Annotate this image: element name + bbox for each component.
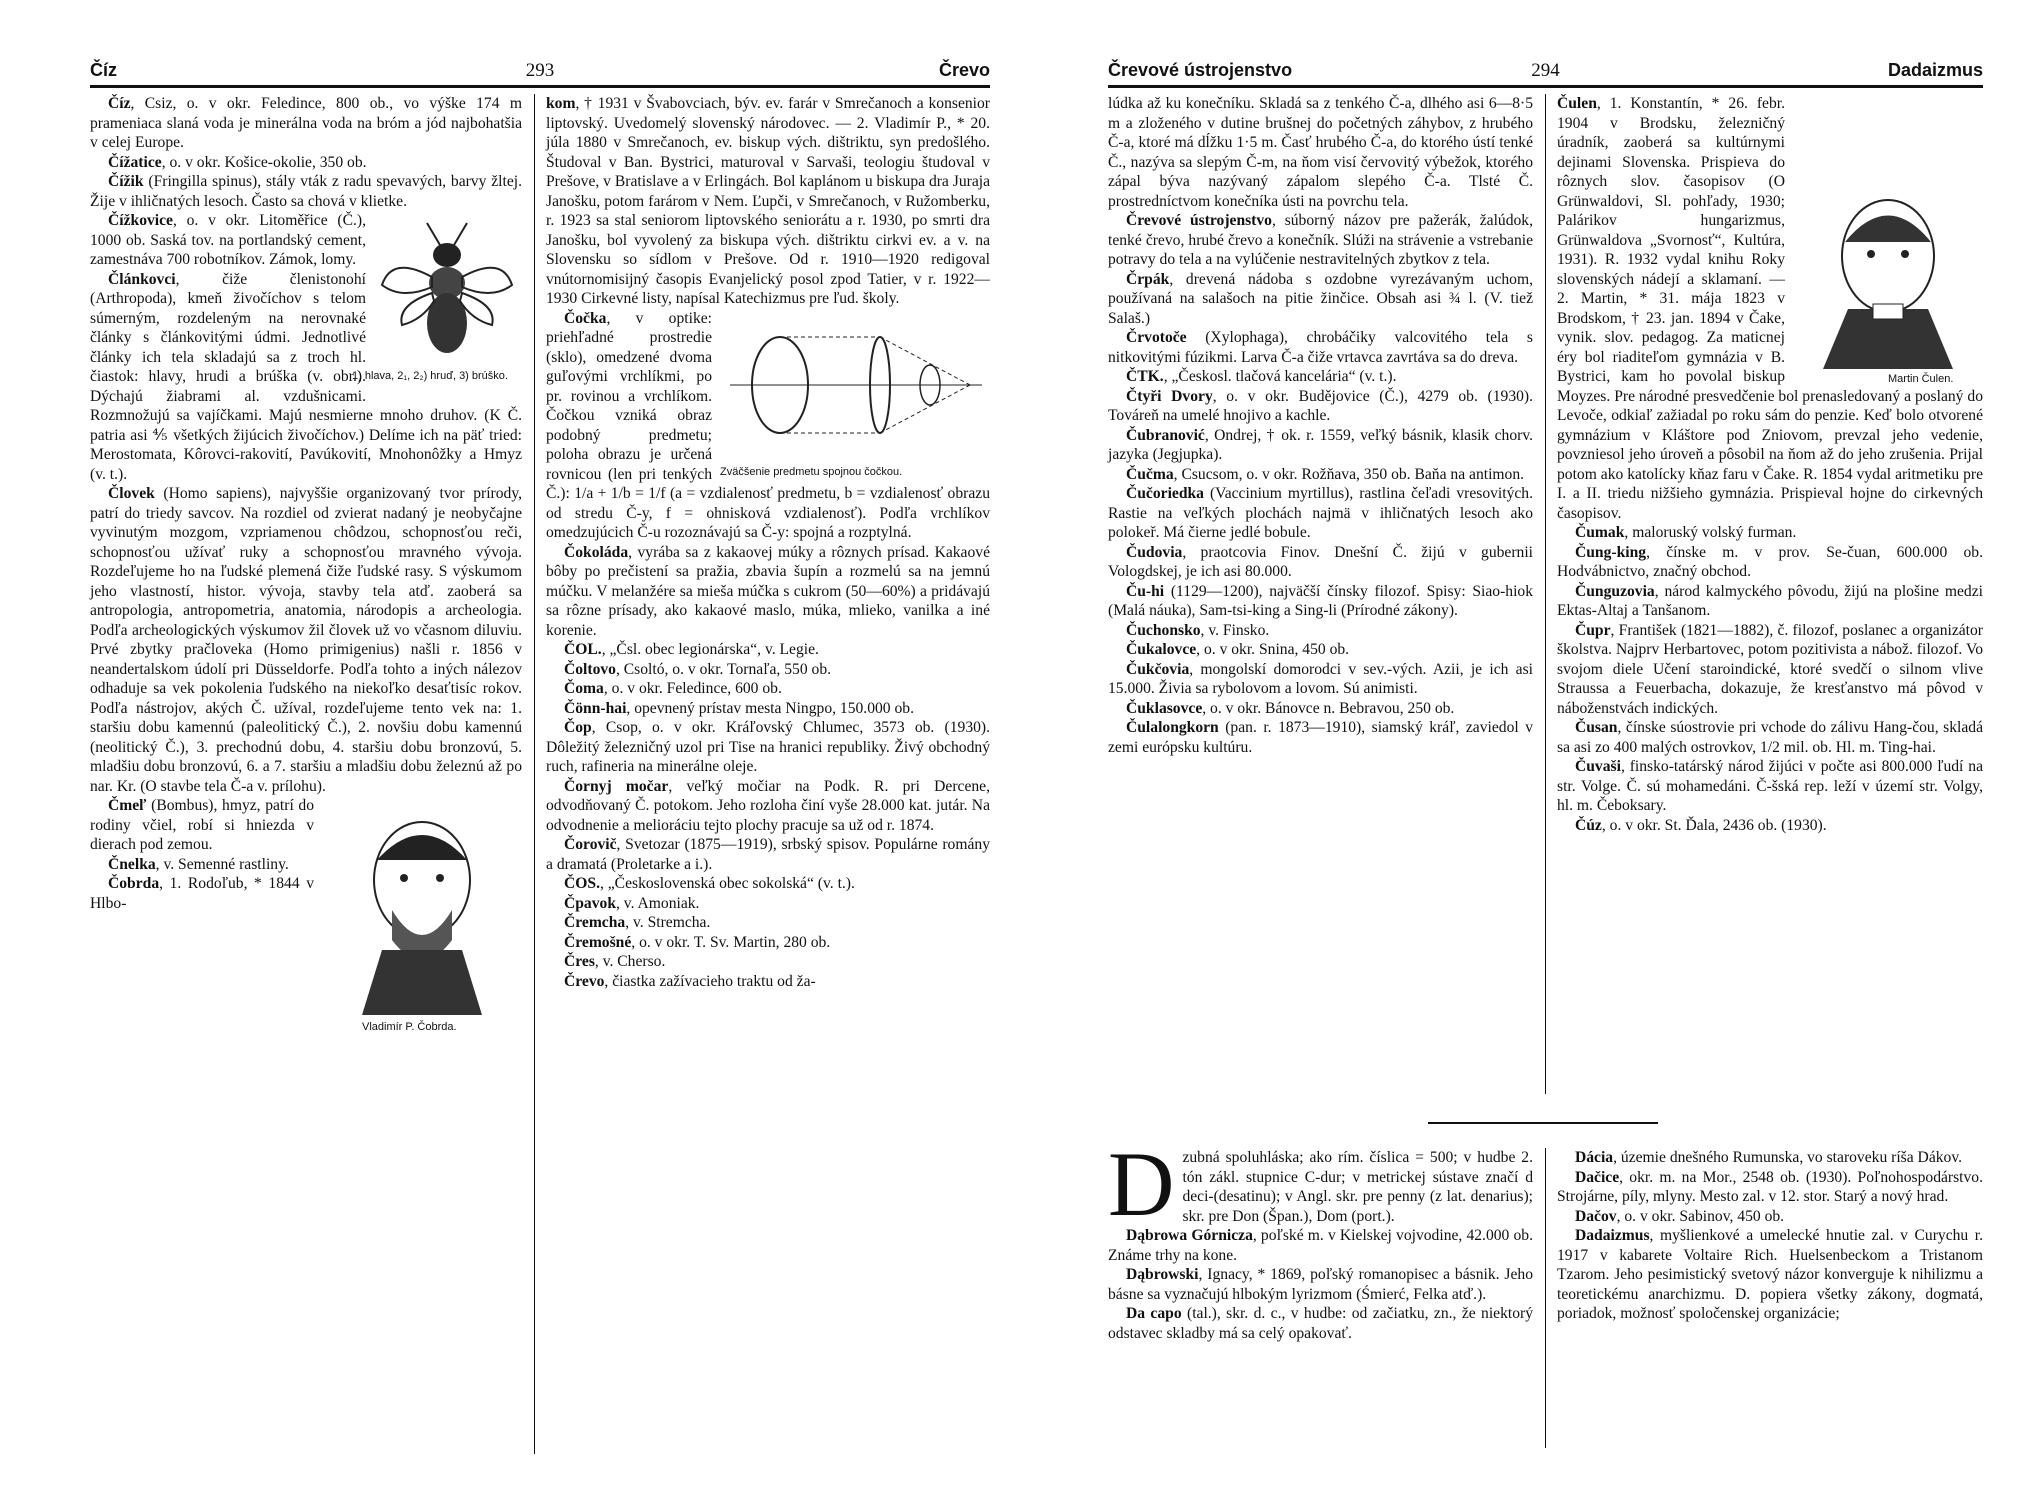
- drop-capital: D: [1108, 1133, 1175, 1235]
- entry: Čukalovce, o. v okr. Snina, 450 ob.: [1126, 641, 1350, 658]
- entry: Čumak, maloruský volský furman.: [1575, 524, 1797, 541]
- headword: Čpavok: [564, 894, 616, 912]
- headword: ČTK.: [1126, 368, 1164, 385]
- insect-figure: [352, 215, 522, 385]
- entry: Čnelka, v. Semenné rastliny.: [108, 855, 289, 873]
- lens-caption: Zväčšenie predmetu spojnou čočkou.: [720, 465, 903, 478]
- left-header-rule: [90, 85, 990, 88]
- headword: Čobrda: [108, 875, 160, 892]
- entry: Dąbrowski, Ignacy, * 1869, poľský romanopisec a básnik. Jeho básne sa vyznačujú hlbokým lyrizmom (Śmierć, Felka atď.).: [1108, 1266, 1533, 1303]
- entry: Čulalongkorn (pan. r. 1873—1910), siamský kráľ, zaviedol v zemi európsku kultúru.: [1108, 719, 1533, 756]
- left-column-divider: [534, 94, 535, 1454]
- portrait-figure-culen: [1793, 184, 1983, 384]
- headword: Čop: [564, 719, 592, 736]
- headword: Čulen: [1557, 95, 1597, 112]
- entry: Čupr, František (1821—1882), č. filozof, poslanec a organizátor školstva. Najprv Herbartovec, potom pozitivista a nábož. filozof. Vo svojom diele Učení staroindické, ktoré svedčí o silnom vlive Straussa a Feuerbacha, dokazuje, že kresťanstvo má pôvod v náboženstvách indických.: [1557, 621, 1983, 717]
- entry: Čönn-hai, opevnený prístav mesta Ningpo, 150.000 ob.: [564, 699, 914, 717]
- headword: Čtyři Dvory: [1126, 387, 1213, 405]
- entry: Čmeľ (Bombus), hmyz, patrí do rodiny včiel, robí si hniezda v dierach pod zemou.: [90, 797, 314, 853]
- right-column-2: [1557, 94, 1983, 1094]
- right-page: [1108, 58, 1983, 1478]
- headword: kom: [546, 95, 576, 112]
- entry: Črevové ústrojenstvo, súborný názov pre pažerák, žalúdok, tenké črevo, hrubé črevo a konečník. Slúži na strávenie a vstrebanie potravy do tela a na vylúčenie nestravitelných zbytkov z tela.: [1108, 212, 1533, 268]
- entry: lúdka až ku konečníku. Skladá sa z tenkého Č-a, dlhého asi 6—8·5 m a zloženého v dutine brušnej do početných záhybov, z hrubého Č-a, ktoré má dĺžku 1·5 m. Časť hrubého Č-a, do ktorého ústí tenké Č., nazýva sa slepým Č-m, na ňom visí červovitý výbežok, ktorého zápal býva nazývaný zápalom slepého Č-a. Tlsté Č. prostredníctvom konečníka ústi na povrchu tela.: [1108, 95, 1533, 210]
- left-page: [90, 58, 990, 1478]
- entry: Čoma, o. v okr. Feledince, 600 ob.: [564, 680, 782, 697]
- headword: Ču-hi: [1126, 582, 1171, 600]
- entry: ČTK., „Českosl. tlačová kancelária“ (v. t.).: [1126, 368, 1397, 385]
- headword: Čukalovce: [1126, 641, 1197, 658]
- headword: ČOL.: [564, 641, 602, 658]
- entry: Dadaizmus, myšlienkové a umelecké hnutie zal. v Curychu r. 1917 v kabarete Voltaire Rich. Huelsenbeckom a Tristanom Tzarom. Jeho pesimistický svetový názor konverguje k nihilizmu a teoretickému anarchizmu. D. popiera všetky zákony, dogmatá, poriadok, možnosť spoločenskej organizácie;: [1557, 1227, 1983, 1322]
- left-column-1: [90, 94, 522, 1454]
- headword: Dąbrowski: [1126, 1266, 1199, 1283]
- entry: Čornyj močar, veľký močiar na Podk. R. pri Dercene, odvodňovaný Č. potokom. Jeho rozloha činí vyše 28.000 kat. jutár. Na odvodnenie a melioráciu tejto plochy pracuje sa už od r. 1874.: [546, 777, 990, 834]
- headword: Dácia: [1575, 1149, 1614, 1166]
- entry: Čížatice, o. v okr. Košice-okolie, 350 ob.: [108, 153, 367, 171]
- portrait-caption: Vladimír P. Čobrda.: [362, 1021, 457, 1033]
- right-column-divider-top: [1545, 94, 1546, 1094]
- entry: Dačov, o. v okr. Sabinov, 450 ob.: [1575, 1207, 1785, 1225]
- headword: Čúz: [1575, 816, 1602, 834]
- entry: ČOS., „Československá obec sokolská“ (v. t.).: [564, 875, 855, 892]
- headword: Črvotoče: [1126, 329, 1206, 346]
- entry: Čop, Csop, o. v okr. Kráľovský Chlumec, 3573 ob. (1930). Dôležitý železničný uzol pri Tise na hranici republiky. Živý obchodný ruch, rafineria na minerálne oleje.: [546, 719, 990, 775]
- entry: Článkovci, čiže členistonohí (Arthropoda), kmeň živočíchov s telom súmerným, rozdeleným na nerovnaké články s článkovitými údmi. Jednotlivé články ich tela skladajú sa z troch hl. čiastok: hlavy, hrudi a brúška (v. obr.). Dýchajú žiabrami al. vzdušnicami. Rozmnožujú sa vajíčkami. Majú nesmierne mnoho druhov. (K Č. patria asi ⅘ všetkých žijúcich živočíchov.) Delíme ich na päť tried: Merostomata, Kôrovci-rakovití, Pavúkovití, Mnohonôžky a Hmyz (v. t.).: [90, 270, 522, 483]
- entry: Čudovia, praotcovia Finov. Dnešní Č. žijú v gubernii Vologdskej, je ich asi 80.000.: [1108, 543, 1533, 580]
- entry: Čtyři Dvory, o. v okr. Budějovice (Č.), 4279 ob. (1930). Továreň na umelé hnojivo a kachle.: [1108, 387, 1534, 424]
- headword: Dačov: [1575, 1207, 1617, 1225]
- entry: Čpavok, v. Amoniak.: [564, 894, 700, 912]
- headword: Čoltovo: [564, 660, 616, 678]
- entry: Ču-hi (1129—1200), najväčší čínsky filozof. Spisy: Siao-hiok (Malá náuka), Sam-tsi-king a Sing-li (Prírodné zákony).: [1108, 582, 1534, 619]
- entry: Čuchonsko, v. Finsko.: [1126, 621, 1270, 639]
- headword: Črevové ústrojenstvo: [1126, 212, 1272, 229]
- left-page-number: 293: [525, 60, 555, 81]
- headword: Čížatice: [108, 153, 162, 171]
- headword: Dąbrowa Górnicza: [1126, 1227, 1253, 1244]
- entry: Čres, v. Cherso.: [564, 953, 666, 970]
- entry: Čoltovo, Csoltó, o. v okr. Tornaľa, 550 ob.: [564, 660, 832, 678]
- entry: Čobrda, 1. Rodoľub, * 1844 v Hlbo-: [90, 875, 314, 912]
- headword: Čupr: [1575, 621, 1611, 639]
- left-column-2: [546, 94, 990, 1454]
- entry: Čulen, 1. Konstantín, * 26. febr. 1904 v Brodsku, železničný úradník, zaoberá sa kultúrnymi dejinami Slovenska. Prispieva do rôznych slov. časopisov (O Grünwaldovi, Sl. pohľady, 1930; Palárikov hungarizmus, Grünwaldova „Svornosť“, Kultúra, 1931). R. 1932 vydal knihu Roky slovenských nádejí a sklamaní. — 2. Martin, * 31. mája 1823 v Brodskom, † 23. jan. 1894 v Čake, vynik. slov. pedagog. Za maticnej éry bol riaditeľom gymnázia v B. Bystrici, kam ho povolal biskup Moyzes. Pre národné presvedčenie bol prenasledovaný a poslaný do Levoče, odkiaľ zažiadal po roku sám do penzie. Keď bolo otvorené gymnázium v Kláštore pod Zniovom, prevzal jeho vedenie, povzniesol jeho úroveň a pôsobil na ňom až do jeho zrušenia. Prijal potom ako katolícky kňaz faru v Čake. R. 1854 vydal aritmetiku pre I. a II. triedu nižšieho gymnázia. Prispieval hojne do cirkevných časopisov.: [1557, 95, 1983, 522]
- entry: Čremcha, v. Stremcha.: [564, 914, 711, 931]
- entry: Čuvaši, finsko-tatárský národ žijúci v počte asi 800.000 ľudí na str. Volge. Č. sú mohamedáni. Č-šská rep. leží v území str. Volgy, hl. m. Čeboksary.: [1557, 758, 1983, 814]
- entry: Črevo, čiastka zažívacieho traktu od ža-: [564, 972, 816, 990]
- headword: Da capo: [1126, 1305, 1187, 1322]
- entry: ČOL., „Čsl. obec legionárska“, v. Legie.: [564, 641, 819, 658]
- right-column-1: [1108, 94, 1533, 1094]
- headword: Čokoláda: [564, 543, 629, 561]
- insect-caption: 1) hlava, 2₁, 2₂) hruď, 3) brúško.: [352, 370, 508, 382]
- left-header: [90, 58, 990, 84]
- entry: Čung-king, čínske m. v prov. Se-čuan, 600.000 ob. Hodvábnictvo, značný obchod.: [1557, 543, 1983, 580]
- lens-diagram: [720, 313, 990, 458]
- entry: Čučma, Csucsom, o. v okr. Rožňava, 350 ob. Baňa na antimon.: [1126, 465, 1525, 483]
- entry: Čunguzovia, národ kalmyckého pôvodu, žijú na plošine medzi Ektas-Altaj a Tanšanom.: [1557, 582, 1983, 619]
- bee-illustration: [372, 215, 522, 365]
- portrait-illustration: [1793, 184, 1983, 369]
- entry: Čusan, čínske súostrovie pri vchode do zálivu Hang-čou, skladá sa asi zo 400 malých ostrovkov, 1/2 mil. ob. Hl. m. Ting-hai.: [1557, 719, 1983, 756]
- entry: Číz, Csiz, o. v okr. Feledince, 800 ob., vo výške 174 m prameniaca slaná voda je minerálna voda na bróm a jód najbohatšia v celej Europe.: [90, 95, 522, 151]
- left-header-guide-word-last: Črevo: [938, 60, 990, 80]
- entry: Da capo (tal.), skr. d. c., v hudbe: od začiatku, zn., že niektorý odstavec skladby má sa celý opakovať.: [1108, 1305, 1533, 1342]
- headword: Čížkovice: [108, 212, 173, 229]
- entry: Dácia, územie dnešného Rumunska, vo staroveku ríša Dákov.: [1575, 1149, 1963, 1166]
- entry: Črpák, drevená nádoba s ozdobne vyrezávaným uchom, používaná na salašoch na pitie žinčice. Obsah asi ¾ l. (V. tiež Salaš.): [1108, 270, 1533, 327]
- headword: Čučoriedka: [1126, 485, 1210, 502]
- headword: Čuvaši: [1575, 758, 1621, 775]
- portrait-figure-cobrda: [322, 800, 522, 1035]
- headword: Črevo: [564, 972, 605, 990]
- headword: Čmeľ: [108, 797, 152, 814]
- entry: Čúz, o. v okr. St. Ďala, 2436 ob. (1930).: [1575, 816, 1827, 834]
- headword: Článkovci: [108, 270, 176, 288]
- entry: Čorovič, Svetozar (1875—1919), srbský spisov. Populárne romány a dramatá (Proletarke a i.).: [546, 836, 990, 873]
- entry: Čokoláda, vyrába sa z kakaovej múky a rôznych prísad. Kakaové bôby po prečistení sa pražia, zbavia šupín a rozmelú sa na jemnú múčku. V melanžére sa mieša múčka s cukrom (50—60%) a pridávajú sa rôzne prísady, ako kakaové maslo, múka, mlieko, vanilka a iné korenie.: [546, 543, 990, 639]
- right-header: [1108, 58, 1983, 84]
- entry: Dačice, okr. m. na Mor., 2548 ob. (1930). Poľnohospodárstvo. Strojárne, píly, mlyny. Mesto zal. v 12. stor. Starý a nový hrad.: [1557, 1168, 1983, 1205]
- headword: Čusan: [1575, 719, 1618, 736]
- headword: Čudovia: [1126, 543, 1183, 561]
- entry: Dąbrowa Górnicza, poľské m. v Kielskej vojvodine, 42.000 ob. Známe trhy na kone.: [1108, 1227, 1533, 1264]
- d-section-column-1: [1108, 1133, 1533, 1448]
- headword: Čuklasovce: [1126, 699, 1203, 717]
- headword: Dadaizmus: [1575, 1227, 1650, 1244]
- entry: Čremošné, o. v okr. T. Sv. Martin, 280 ob.: [564, 933, 831, 951]
- headword: Črpák: [1126, 270, 1170, 288]
- headword: Čremošné: [564, 933, 632, 951]
- section-separator: [1428, 1122, 1658, 1124]
- right-header-rule: [1108, 85, 1983, 88]
- entry: Čuklasovce, o. v okr. Bánovce n. Bebravou, 250 ob.: [1126, 699, 1455, 717]
- headword: Človek: [108, 485, 164, 502]
- headword: Čönn-hai: [564, 699, 627, 717]
- right-header-guide-word-last: Dadaizmus: [1887, 60, 1983, 80]
- headword: Čočka: [564, 309, 607, 327]
- right-page-number: 294: [1531, 60, 1560, 81]
- headword: Čorovič: [564, 836, 617, 853]
- headword: Čnelka: [108, 855, 156, 873]
- headword: Čres: [564, 953, 595, 970]
- portrait-illustration: [322, 800, 522, 1015]
- headword: ČOS.: [564, 875, 600, 892]
- headword: Čung-king: [1575, 543, 1647, 561]
- entry: Človek (Homo sapiens), najvyššie organizovaný tvor prírody, patrí do triedy savcov. Na rozdiel od zvierat nadaný je neobyčajne vyvinutým mozgom, vzpriamenou chôdzou, schopnosťou reči, schopnosťou užívať ruky a schopnosťou mravného vývoja. Rozdeľujeme ho na ľudské plemená čiže ľudské rasy. S výskumom jeho vlastností, histor. vývoja, stavby tela atď. zaoberá sa antropologia, antropometria, anatomia, národopis a archeologia. Podľa archeologických výskumov žil človek už vo včasnom diluviu. Prvé zbytky pračloveka (Homo primigenius) našli r. 1856 v neandertalskom údolí pri Düsseldorfe. Podľa tohto a iných nálezov odhaduje sa vek pokolenia ľudského na niekoľko desaťtisíc rokov. Podľa nástrojov, akých Č. užíval, rozdeľujeme tento vek na: 1. staršiu dobu kamennú (paleolitický Č.), 2. novšiu dobu kamennú (neolitický Č.), 3. prechodnú dobu, 4. staršiu dobu bronzovú, 5. mladšiu dobu bronzovú, 6. a 7. staršiu a mladšiu dobu železnú až po nar. Kr. (O stavbe tela Č-a v. prílohu).: [90, 485, 522, 795]
- headword: Čubranović: [1126, 426, 1205, 444]
- headword: Čunguzovia: [1575, 582, 1655, 600]
- d-section-column-2: [1557, 1148, 1983, 1448]
- right-header-guide-word-first: Črevové ústrojenstvo: [1108, 60, 1293, 80]
- headword: Čumak: [1575, 524, 1625, 541]
- entry: Čubranović, Ondrej, † ok. r. 1559, veľký básnik, klasik chorv. jazyka (Jegjupka).: [1108, 426, 1533, 463]
- left-header-guide-word-first: Číz: [90, 60, 117, 80]
- headword: Číz: [108, 95, 131, 112]
- lens-figure: [720, 313, 990, 478]
- entry: Čukčovia, mongolskí domorodci v sev.-vých. Azii, je ich asi 15.000. Živia sa rybolovom a lovom. Sú animisti.: [1108, 660, 1533, 697]
- entry: Črvotoče (Xylophaga), chrobáčiky valcovitého tela s nitkovitými fúzikmi. Larva Č-a čiže vrtavca zavrtáva sa do dreva.: [1108, 329, 1533, 366]
- headword: Čučma: [1126, 465, 1174, 483]
- entry: Čížik (Fringilla spinus), stály vták z radu spevavých, barvy žltej. Žije v ihličnatých lesoch. Často sa chová v klietke.: [90, 173, 522, 210]
- headword: Čulalongkorn: [1126, 719, 1226, 736]
- entry: kom, † 1931 v Švabovciach, býv. ev. farár v Smrečanoch a konsenior liptovský. Uvedomelý slovenský národovec. — 2. Vladimír P., * 20. júla 1880 v Smrečanoch, ev. biskup vých. dištriktu, syn predošlého. Študoval v Ban. Bystrici, maturoval v Sarvaši, teologiu študoval v Prešove, v Bratislave a v Erlingách. Bol kaplánom u biskupa dra Juraja Janošku, potom farárom v Nem. Ľupči, v Smrečanoch, v Ružomberku, r. 1923 sa stal seniorom liptovského seniorátu a r. 1930, po smrti dra Janošku, bol vyvolený za biskupa vých. dištriktu cirkvi ev. a v. na Slovensku so sídlom v Prešove. Od r. 1910—1920 redigoval vnútornomisijný časopis Evanjelický posol zpod Tatier, v r. 1922—1930 Cirkevné listy, napísal Katechizmus pre ľud. školy.: [546, 95, 990, 307]
- headword: Čížik: [108, 173, 149, 190]
- headword: Čoma: [564, 680, 604, 697]
- portrait-caption: Martin Čulen.: [1888, 373, 1954, 385]
- headword: Dačice: [1575, 1168, 1620, 1186]
- headword: Čukčovia: [1126, 660, 1190, 678]
- entry: Čučoriedka (Vaccinium myrtillus), rastlina čeľadi vresovitých. Rastie na veľkých plochách najmä v ihličnatých lesoch ako polokeř. Má čierne jedlé bobule.: [1108, 485, 1533, 541]
- right-column-divider-bottom: [1545, 1148, 1546, 1448]
- headword: Čornyj močar: [564, 777, 669, 795]
- headword: Čremcha: [564, 914, 626, 931]
- headword: Čuchonsko: [1126, 621, 1201, 639]
- entry: Čočka, v optike: priehľadné prostredie (sklo), omedzené dvoma guľovými vrchlíkmi, po pr. rovinou a vrchlíkom. Čočkou vzniká obraz podobný predmetu; poloha obrazu je určená rovnicou (len pri tenkých Č.): 1/a + 1/b = 1/f (a = vzdialenosť predmetu, b = vzdialenosť obrazu od stredu Č-y, f = ohnisková vzdialenosť). Podľa vrchlíkov omedzujúcich Č-u rozoznávajú sa Č-y: spojná a rozptylná.: [546, 309, 990, 541]
- entry: zubná spoluhláska; ako rím. číslica = 500; v hudbe 2. tón zákl. stupnice C-dur; v metrickej sústave značí d deci-(desatinu); v Angl. skr. pre penny (z lat. denarius); skr. pre Don (Špan.), Dom (port.).: [1182, 1149, 1533, 1225]
- entry: Čížkovice, o. v okr. Litoměřice (Č.), 1000 ob. Saská tov. na portlandský cement, zamestnáva 700 robotníkov. Zámok, lomy.: [90, 212, 366, 268]
